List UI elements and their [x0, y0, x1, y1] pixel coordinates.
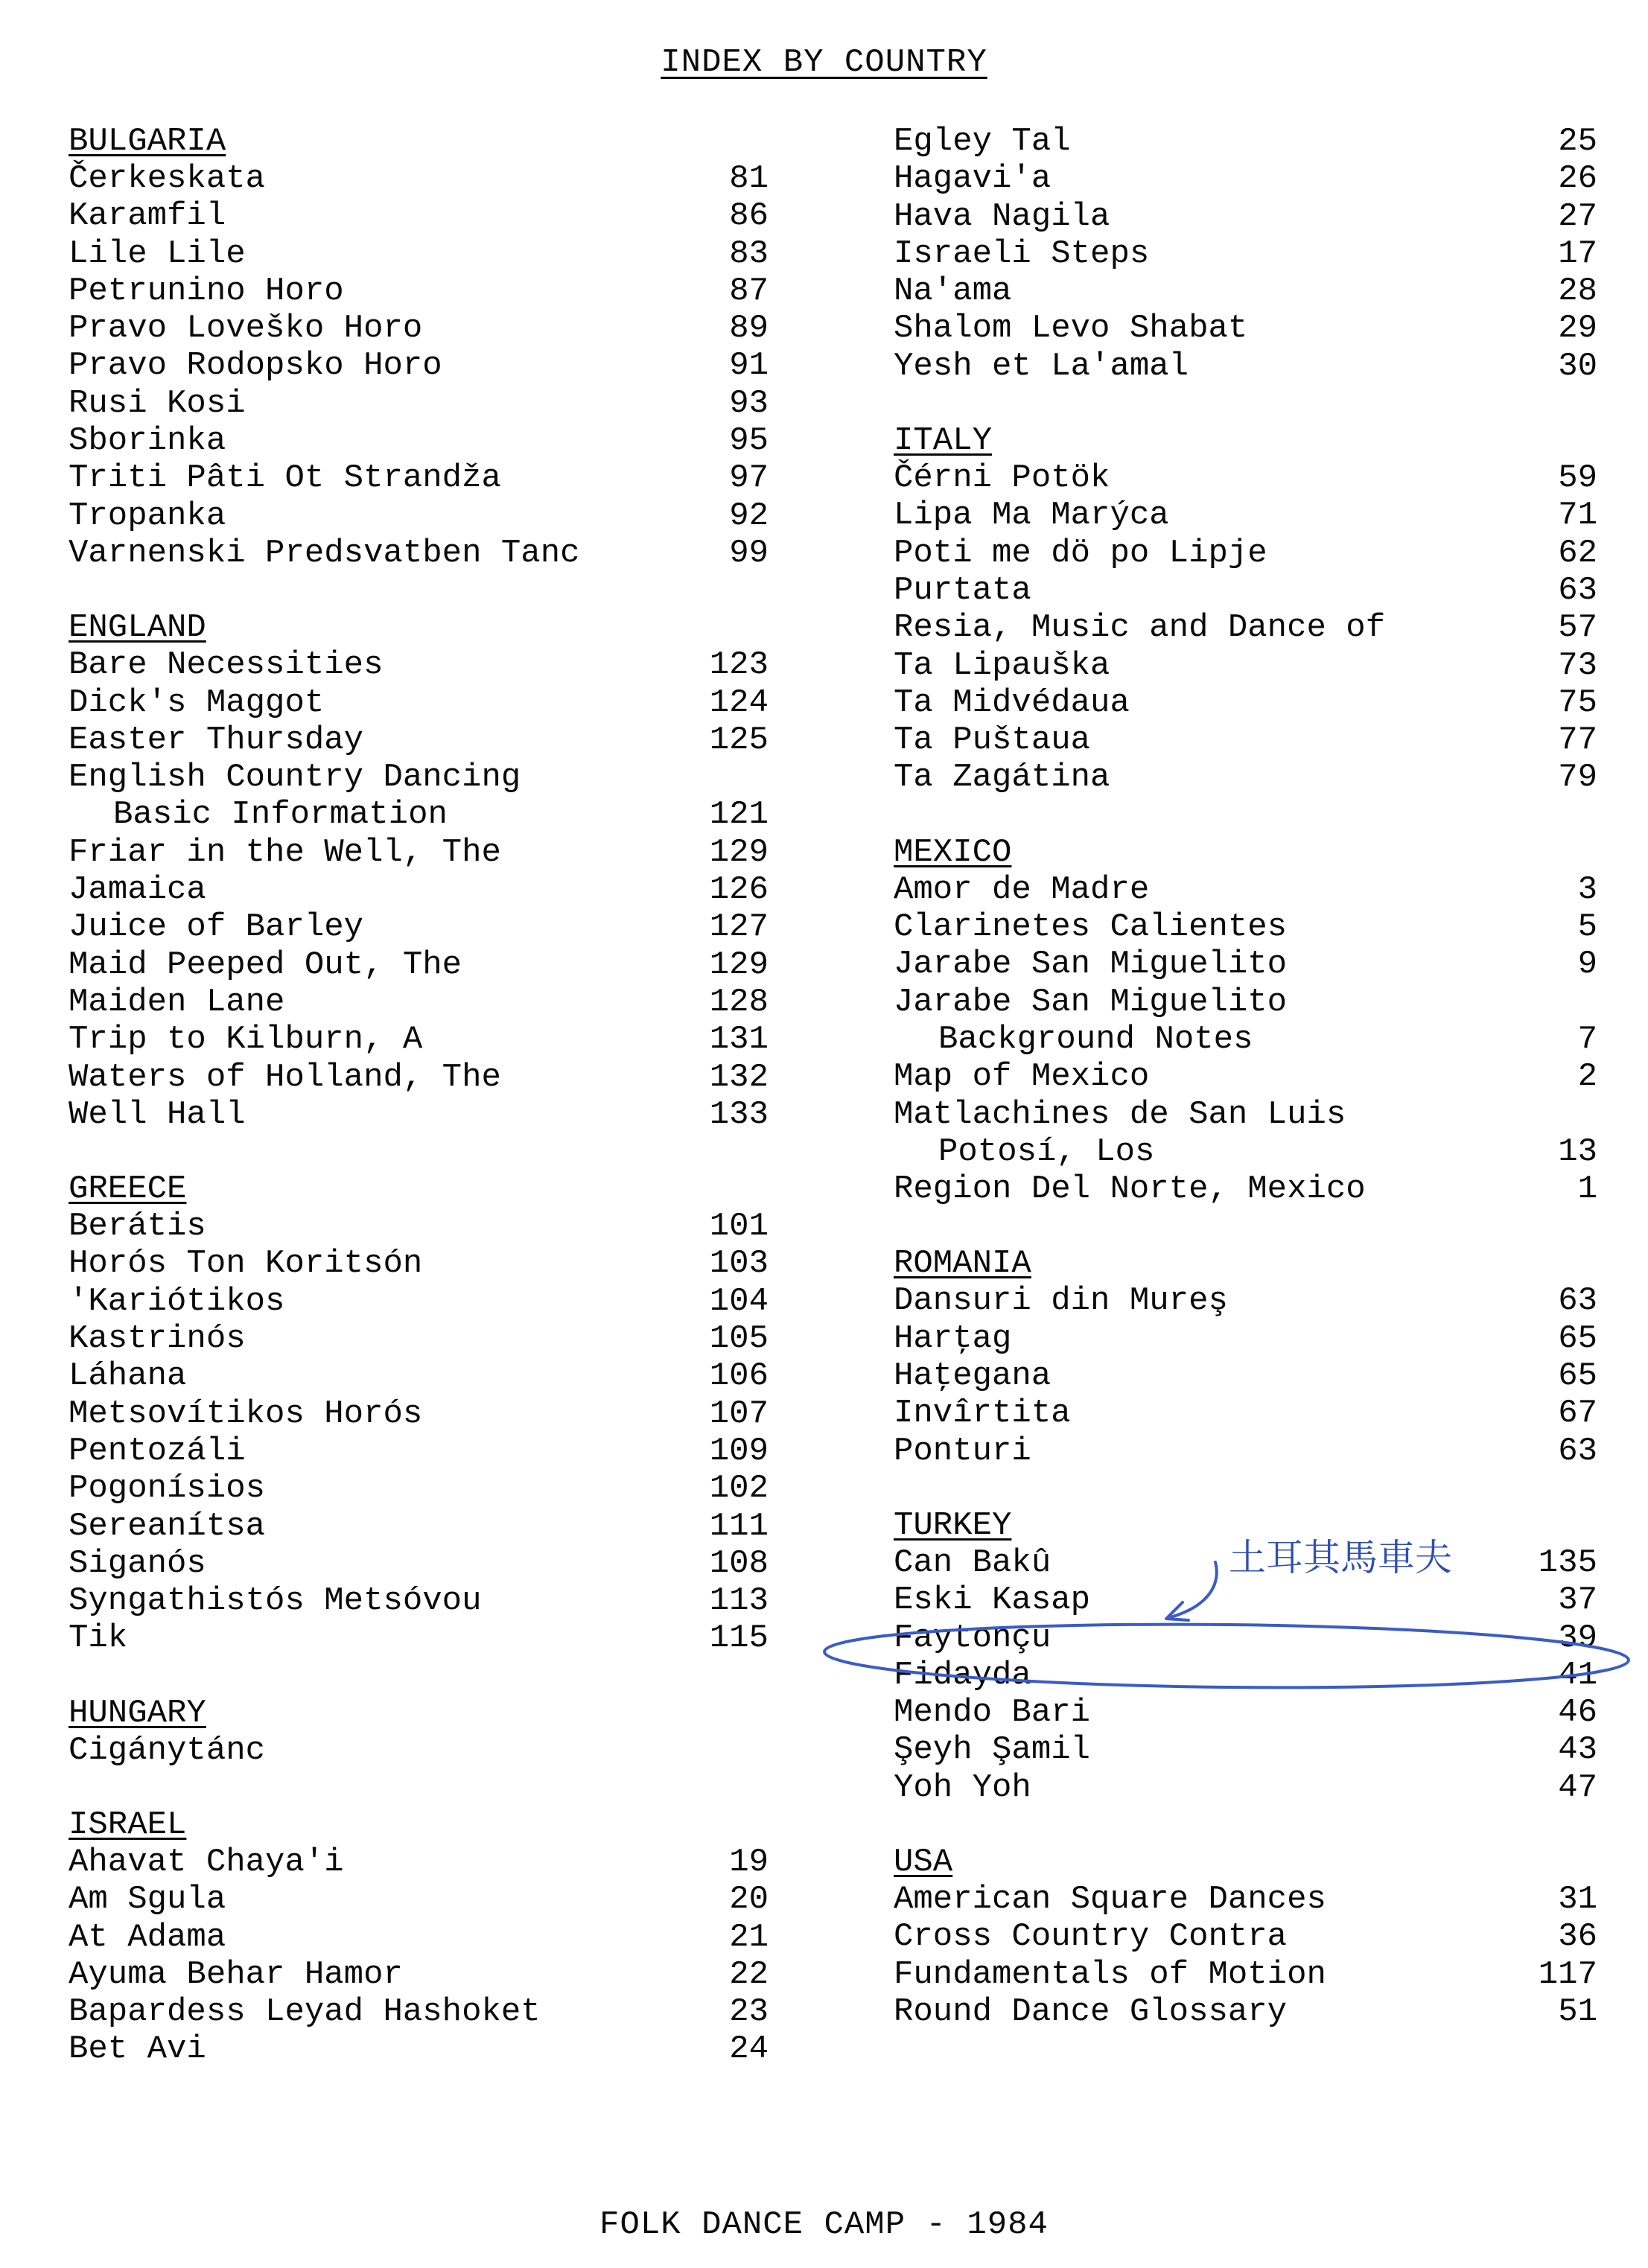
entry-page-number: 105	[709, 1320, 769, 1358]
entry-page-number: 65	[1558, 1357, 1597, 1395]
entry-page-number: 129	[709, 833, 769, 871]
entry-page-number: 36	[1558, 1918, 1597, 1956]
country-section	[894, 1844, 1597, 2030]
entry-title: Sborinka	[69, 422, 226, 460]
entry-title: Ta Lipauška	[894, 646, 1110, 684]
entry-page-number: 5	[1577, 908, 1597, 946]
entry-page-number: 107	[709, 1395, 769, 1433]
entry-page-number: 117	[1538, 1955, 1597, 1993]
entry-title: Na'ama	[894, 273, 1012, 310]
entry-page-number: 115	[709, 1619, 769, 1657]
country-heading: ROMANIA	[894, 1245, 1031, 1283]
entry-page-number: 24	[729, 2030, 769, 2068]
index-entry	[69, 160, 769, 197]
page-footer: FOLK DANCE CAMP - 1984	[599, 2206, 1049, 2243]
entry-page-number: 131	[709, 1021, 769, 1059]
entry-page-number: 91	[729, 347, 769, 385]
entry-title: Pravo Loveško Horo	[69, 310, 423, 348]
index-entry	[894, 1581, 1597, 1619]
entry-title: Jarabe San Miguelito	[894, 946, 1288, 984]
entry-title: Maid Peeped Out, The	[69, 946, 462, 984]
entry-title: Pravo Rodopsko Horo	[69, 347, 442, 385]
index-entry	[69, 273, 769, 310]
entry-page-number: 65	[1558, 1319, 1597, 1357]
entry-title: Matlachines de San Luis	[894, 1095, 1346, 1133]
index-entry	[69, 1357, 769, 1395]
entry-page-number: 63	[1558, 571, 1597, 609]
index-entry	[69, 1993, 769, 2030]
index-entry	[894, 722, 1597, 759]
entry-title: Dick's Maggot	[69, 684, 325, 722]
index-entry	[894, 1993, 1597, 2030]
entry-page-number: 132	[709, 1058, 769, 1096]
index-entry	[894, 1433, 1597, 1470]
index-entry	[894, 1357, 1597, 1395]
entry-title: Israeli Steps	[894, 235, 1150, 273]
country-heading: MEXICO	[894, 833, 1012, 871]
entry-page-number: 23	[729, 1993, 769, 2031]
index-entry	[894, 684, 1597, 722]
entry-page-number: 81	[729, 160, 769, 197]
entry-page-number: 63	[1558, 1282, 1597, 1320]
entry-title: Ahavat Chaya'i	[69, 1843, 344, 1881]
entry-title: Haţegana	[894, 1357, 1052, 1395]
index-entry	[894, 1769, 1597, 1806]
index-entry	[69, 684, 769, 722]
entry-title: Am Sgula	[69, 1881, 226, 1919]
entry-title: Cross Country Contra	[894, 1918, 1288, 1956]
entry-page-number: 126	[709, 871, 769, 909]
entry-page-number: 25	[1558, 123, 1597, 160]
entry-page-number: 92	[729, 497, 769, 535]
index-entry	[69, 1732, 769, 1769]
entry-page-number: 59	[1558, 459, 1597, 497]
country-section	[69, 1170, 769, 1657]
entry-title: Bet Avi	[69, 2030, 206, 2068]
entry-page-number: 2	[1577, 1058, 1597, 1096]
index-entry	[894, 1657, 1597, 1694]
index-entry	[69, 497, 769, 535]
entry-page-number: 135	[1538, 1544, 1597, 1581]
entry-title: Poti me dö po Lipje	[894, 534, 1267, 572]
index-entry	[894, 908, 1597, 946]
country-section	[69, 609, 769, 1133]
country-heading: USA	[894, 1843, 953, 1881]
entry-title: Friar in the Well, The	[69, 833, 501, 871]
entry-page-number: 101	[709, 1208, 769, 1246]
entry-title: Fidayda	[894, 1656, 1031, 1694]
entry-title: Pogonísios	[69, 1470, 266, 1508]
index-entry	[69, 1508, 769, 1545]
index-entry	[69, 796, 769, 833]
entry-title: Varnenski Predsvatben Tanc	[69, 534, 580, 572]
entry-page-number: 124	[709, 684, 769, 722]
entry-page-number: 43	[1558, 1731, 1597, 1769]
entry-title: Maiden Lane	[69, 983, 285, 1021]
entry-page-number: 19	[729, 1843, 769, 1881]
entry-page-number: 133	[709, 1095, 769, 1133]
index-entry	[894, 1881, 1597, 1918]
entry-page-number: 71	[1558, 497, 1597, 535]
index-entry	[894, 759, 1597, 796]
entry-page-number: 99	[729, 534, 769, 572]
entry-page-number: 62	[1558, 534, 1597, 572]
entry-page-number: 95	[729, 422, 769, 460]
index-entry	[894, 123, 1597, 160]
entry-title: Juice of Barley	[69, 908, 364, 946]
country-heading: ISRAEL	[69, 1806, 187, 1844]
entry-title: Siganós	[69, 1544, 206, 1582]
entry-title: Ta Midvédaua	[894, 684, 1130, 722]
entry-title: Ta Puštaua	[894, 722, 1091, 759]
index-entry	[894, 1282, 1597, 1319]
entry-page-number: 9	[1577, 946, 1597, 984]
index-entry	[69, 834, 769, 871]
entry-title: Tik	[69, 1619, 128, 1657]
entry-page-number: 111	[709, 1507, 769, 1545]
handwritten-note: 土耳其馬車夫	[1229, 1536, 1452, 1579]
entry-title: Easter Thursday	[69, 721, 364, 759]
index-entry	[69, 1059, 769, 1096]
entry-page-number: 83	[729, 235, 769, 273]
index-entry	[69, 1619, 769, 1657]
country-section	[894, 1245, 1597, 1469]
entry-page-number: 87	[729, 272, 769, 310]
entry-title: Potosí, Los	[938, 1133, 1155, 1170]
entry-page-number: 79	[1558, 759, 1597, 797]
index-entry	[894, 1918, 1597, 1955]
entry-title: Invîrtita	[894, 1395, 1071, 1433]
entry-title: Dansuri din Mureş	[894, 1282, 1228, 1320]
entry-title: Pentozáli	[69, 1432, 246, 1470]
entry-page-number: 47	[1558, 1768, 1597, 1806]
entry-page-number: 3	[1577, 870, 1597, 908]
country-section	[69, 1806, 769, 2068]
entry-page-number: 123	[709, 646, 769, 684]
entry-page-number: 75	[1558, 684, 1597, 722]
index-entry	[69, 385, 769, 422]
index-entry	[69, 1245, 769, 1282]
entry-title: Clarinetes Calientes	[894, 908, 1288, 946]
index-entry	[69, 1919, 769, 1956]
entry-page-number: 29	[1558, 310, 1597, 348]
index-entry	[894, 871, 1597, 908]
index-entry	[894, 572, 1597, 609]
country-section	[894, 422, 1597, 797]
entry-page-number: 104	[709, 1282, 769, 1320]
entry-title: At Adama	[69, 1918, 226, 1956]
entry-title: Yoh Yoh	[894, 1768, 1031, 1806]
entry-title: Yesh et La'amal	[894, 347, 1189, 385]
index-entry	[894, 235, 1597, 273]
index-entry	[69, 1320, 769, 1357]
entry-page-number: 51	[1558, 1993, 1597, 2030]
entry-page-number: 63	[1558, 1432, 1597, 1470]
entry-page-number: 121	[709, 796, 769, 834]
index-entry	[894, 1058, 1597, 1095]
index-entry	[894, 1133, 1597, 1170]
entry-page-number: 73	[1558, 646, 1597, 684]
entry-page-number: 102	[709, 1470, 769, 1508]
index-entry	[894, 198, 1597, 235]
index-entry	[894, 310, 1597, 347]
index-entry	[69, 946, 769, 984]
entry-page-number: 21	[729, 1918, 769, 1956]
entry-page-number: 7	[1577, 1020, 1597, 1058]
entry-title: Well Hall	[69, 1095, 246, 1133]
entry-page-number: 125	[709, 721, 769, 759]
entry-page-number: 93	[729, 384, 769, 422]
index-entry	[69, 1881, 769, 1918]
entry-page-number: 127	[709, 908, 769, 946]
index-entry	[69, 1545, 769, 1582]
entry-title: Triti Pâti Ot Strandža	[69, 459, 501, 497]
entry-page-number: 37	[1558, 1581, 1597, 1619]
index-entry	[69, 1021, 769, 1058]
index-entry	[69, 197, 769, 235]
entry-title: Ayuma Behar Hamor	[69, 1955, 403, 1993]
index-entry	[69, 235, 769, 273]
entry-page-number: 77	[1558, 722, 1597, 759]
entry-title: Şeyh Şamil	[894, 1731, 1091, 1769]
entry-title: Sereanítsa	[69, 1507, 266, 1545]
entry-title: Čerkeskata	[69, 160, 266, 197]
entry-page-number: 106	[709, 1357, 769, 1395]
index-entry	[69, 1956, 769, 1993]
country-section	[894, 123, 1597, 385]
country-heading: TURKEY	[894, 1506, 1012, 1544]
index-entry	[894, 647, 1597, 684]
index-entry	[894, 1395, 1597, 1432]
entry-page-number: 41	[1558, 1656, 1597, 1694]
index-entry	[894, 459, 1597, 497]
entry-title: Ponturi	[894, 1432, 1031, 1470]
entry-page-number: 13	[1558, 1133, 1597, 1170]
index-entry	[894, 348, 1597, 385]
entry-page-number: 17	[1558, 235, 1597, 273]
index-entry	[894, 1096, 1597, 1133]
entry-page-number: 108	[709, 1544, 769, 1582]
entry-page-number: 46	[1558, 1694, 1597, 1732]
index-entry	[894, 609, 1597, 646]
index-entry	[69, 984, 769, 1021]
entry-page-number: 103	[709, 1245, 769, 1283]
entry-page-number: 28	[1558, 273, 1597, 310]
index-entry	[69, 908, 769, 946]
entry-title: Cigánytánc	[69, 1731, 266, 1769]
entry-title: Hava Nagila	[894, 197, 1110, 235]
index-entry	[69, 1395, 769, 1433]
entry-page-number: 67	[1558, 1395, 1597, 1433]
country-heading: ITALY	[894, 422, 993, 460]
entry-title: Purtata	[894, 571, 1031, 609]
index-entry	[69, 871, 769, 908]
entry-title: Horós Ton Koritsón	[69, 1245, 423, 1283]
index-entry	[894, 1694, 1597, 1731]
index-entry	[894, 497, 1597, 534]
index-entry	[69, 347, 769, 384]
index-entry	[69, 2030, 769, 2068]
entry-title: Jarabe San Miguelito	[894, 983, 1288, 1021]
entry-title: Shalom Levo Shabat	[894, 310, 1248, 348]
index-entry	[69, 1433, 769, 1470]
entry-title: English Country Dancing	[69, 759, 521, 797]
index-entry	[69, 1283, 769, 1320]
index-entry	[894, 1731, 1597, 1768]
entry-page-number: 128	[709, 983, 769, 1021]
entry-title: Egley Tal	[894, 123, 1071, 160]
entry-title: Amor de Madre	[894, 870, 1150, 908]
index-entry	[894, 160, 1597, 197]
index-entry	[894, 273, 1597, 310]
entry-title: Petrunino Horo	[69, 272, 344, 310]
index-entry	[69, 759, 769, 796]
entry-title: Láhana	[69, 1357, 187, 1395]
entry-page-number: 86	[729, 197, 769, 235]
entry-title: Bare Necessities	[69, 646, 384, 684]
index-entry	[894, 946, 1597, 983]
index-entry	[894, 1170, 1597, 1208]
entry-title: 'Kariótikos	[69, 1282, 285, 1320]
entry-page-number: 113	[709, 1582, 769, 1620]
entry-page-number: 97	[729, 459, 769, 497]
entry-title: Kastrinós	[69, 1320, 246, 1358]
entry-page-number: 27	[1558, 197, 1597, 235]
entry-title: Resia, Music and Dance of	[894, 609, 1386, 647]
index-entry	[894, 1320, 1597, 1357]
index-entry	[894, 1956, 1597, 1993]
country-section	[894, 834, 1597, 1208]
entry-title: Basic Information	[113, 796, 448, 834]
entry-title: American Square Dances	[894, 1880, 1326, 1918]
entry-title: Trip to Kilburn, A	[69, 1021, 423, 1059]
entry-page-number: 57	[1558, 609, 1597, 647]
entry-page-number: 26	[1558, 160, 1597, 198]
index-entry	[69, 1470, 769, 1507]
index-entry	[69, 1844, 769, 1881]
country-heading: ENGLAND	[69, 609, 206, 647]
country-heading: GREECE	[69, 1170, 187, 1208]
index-entry	[69, 422, 769, 459]
entry-title: Mendo Bari	[894, 1694, 1091, 1732]
entry-title: Eski Kasap	[894, 1581, 1091, 1619]
index-entry	[69, 310, 769, 347]
entry-title: Lipa Ma Marýca	[894, 497, 1169, 535]
index-entry	[69, 535, 769, 572]
entry-title: Region Del Norte, Mexico	[894, 1170, 1366, 1208]
country-section	[69, 1695, 769, 1769]
entry-page-number: 89	[729, 310, 769, 348]
index-entry	[69, 1582, 769, 1619]
index-entry	[69, 646, 769, 684]
entry-page-number: 129	[709, 946, 769, 984]
entry-title: Lile Lile	[69, 235, 246, 273]
page-title: INDEX BY COUNTRY	[661, 44, 987, 81]
entry-title: Round Dance Glossary	[894, 1993, 1288, 2030]
entry-title: Berátis	[69, 1208, 206, 1246]
entry-title: Tropanka	[69, 497, 226, 535]
right-column	[894, 123, 1597, 2068]
entry-page-number: 22	[729, 1955, 769, 1993]
entry-title: Jamaica	[69, 871, 206, 909]
country-heading: BULGARIA	[69, 123, 226, 160]
index-entry	[894, 1619, 1597, 1657]
entry-title: Čérni Potök	[894, 459, 1110, 497]
entry-title: Background Notes	[938, 1020, 1253, 1058]
entry-page-number: 39	[1558, 1619, 1597, 1657]
entry-title: Ta Zagátina	[894, 759, 1110, 797]
index-entry	[894, 535, 1597, 572]
index-entry	[69, 722, 769, 759]
entry-title: Harţag	[894, 1319, 1012, 1357]
entry-page-number: 31	[1558, 1880, 1597, 1918]
entry-title: Waters of Holland, The	[69, 1058, 501, 1096]
country-heading: HUNGARY	[69, 1694, 206, 1732]
entry-page-number: 1	[1577, 1170, 1597, 1208]
entry-page-number: 109	[709, 1432, 769, 1470]
index-entry	[894, 1021, 1597, 1058]
entry-title: Faytonçu	[894, 1619, 1052, 1657]
index-entry	[894, 984, 1597, 1021]
entry-page-number: 30	[1558, 347, 1597, 385]
entry-page-number: 20	[729, 1881, 769, 1919]
entry-title: Fundamentals of Motion	[894, 1955, 1326, 1993]
country-section	[69, 123, 769, 572]
entry-title: Bapardess Leyad Hashoket	[69, 1993, 541, 2031]
entry-title: Metsovítikos Horós	[69, 1395, 423, 1433]
index-entry	[69, 1208, 769, 1245]
entry-title: Rusi Kosi	[69, 384, 246, 422]
left-column	[69, 123, 769, 2106]
entry-title: Can Bakû	[894, 1544, 1052, 1581]
entry-title: Syngathistós Metsóvou	[69, 1582, 482, 1620]
index-entry	[69, 459, 769, 497]
index-entry	[69, 1096, 769, 1133]
entry-title: Map of Mexico	[894, 1058, 1150, 1096]
entry-title: Hagavi'a	[894, 160, 1052, 198]
entry-title: Karamfil	[69, 197, 226, 235]
